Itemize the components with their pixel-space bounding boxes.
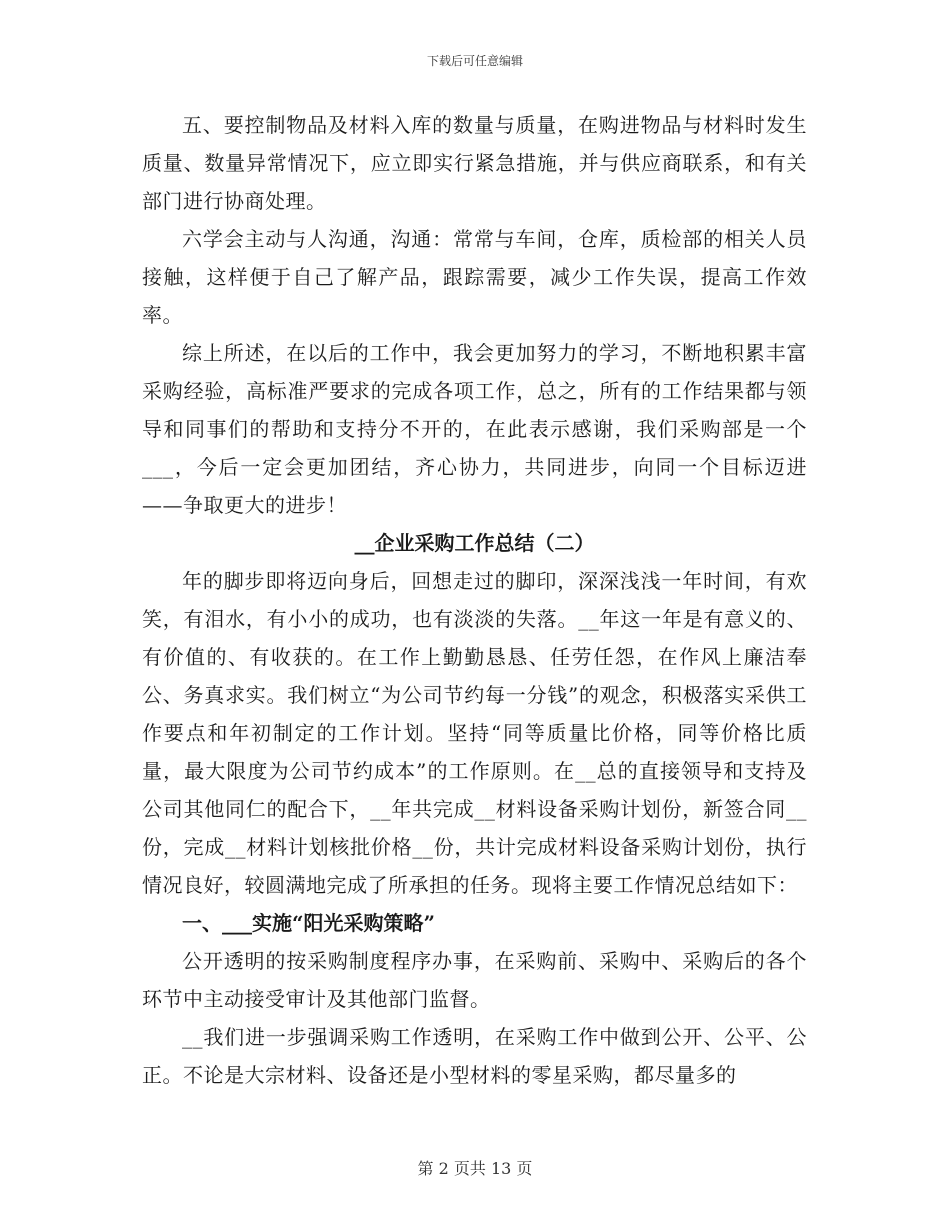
paragraph-transparency: 公开透明的按采购制度程序办事，在采购前、采购中、采购后的各个环节中主动接受审计及其他部门监督。 — [142, 949, 807, 1011]
section-title: __企业采购工作总结（二） — [354, 531, 595, 555]
paragraph-fairness: __我们进一步强调采购工作透明，在采购工作中做到公开、公平、公正。不论是大宗材料、设备还是小型材料的零星采购，都尽量多的 — [142, 1025, 807, 1087]
subheading-sunshine-procurement: 一、___实施“阳光采购策略” — [182, 911, 436, 935]
page-header: 下载后可任意编辑 — [426, 54, 523, 68]
paragraph-communication: 六学会主动与人沟通，沟通：常常与车间，仓库，质检部的相关人员接触，这样便于自己了解产品，跟踪需要，减少工作失误，提高工作效率。 — [142, 227, 807, 327]
page-footer: 第 2 页共 13 页 — [417, 1159, 533, 1178]
document-body — [142, 106, 807, 1094]
paragraph-year-review: 年的脚步即将迈向身后，回想走过的脚印，深深浅浅一年时间，有欢笑，有泪水，有小小的成功，也有淡淡的失落。__年这一年是有意义的、有价值的、有收获的。在工作上勤勤恳恳、任劳任怨，在作风上廉洁奉公、务真求实。我们树立“为公司节约每一分钱”的观念，积极落实采供工作要点和年初制定的工作计划。坚持“同等质量比价格，同等价格比质量，最大限度为公司节约成本”的工作原则。在__总的直接领导和支持及公司其他同仁的配合下，__年共完成__材料设备采购计划份，新签合同__份，完成__材料计划核批价格__份，共计完成材料设备采购计划份，执行情况良好，较圆满地完成了所承担的任务。现将主要工作情况总结如下： — [142, 569, 807, 897]
paragraph-summary: 综上所述，在以后的工作中，我会更加努力的学习，不断地积累丰富采购经验，高标准严要求的完成各项工作，总之，所有的工作结果都与领导和同事们的帮助和支持分不开的，在此表示感谢，我们采购部是一个___，今后一定会更加团结，齐心协力，共同进步，向同一个目标迈进——争取更大的进步！ — [142, 341, 807, 517]
paragraph-inventory-control: 五、要控制物品及材料入库的数量与质量，在购进物品与材料时发生质量、数量异常情况下，应立即实行紧急措施，并与供应商联系，和有关部门进行协商处理。 — [142, 113, 807, 213]
